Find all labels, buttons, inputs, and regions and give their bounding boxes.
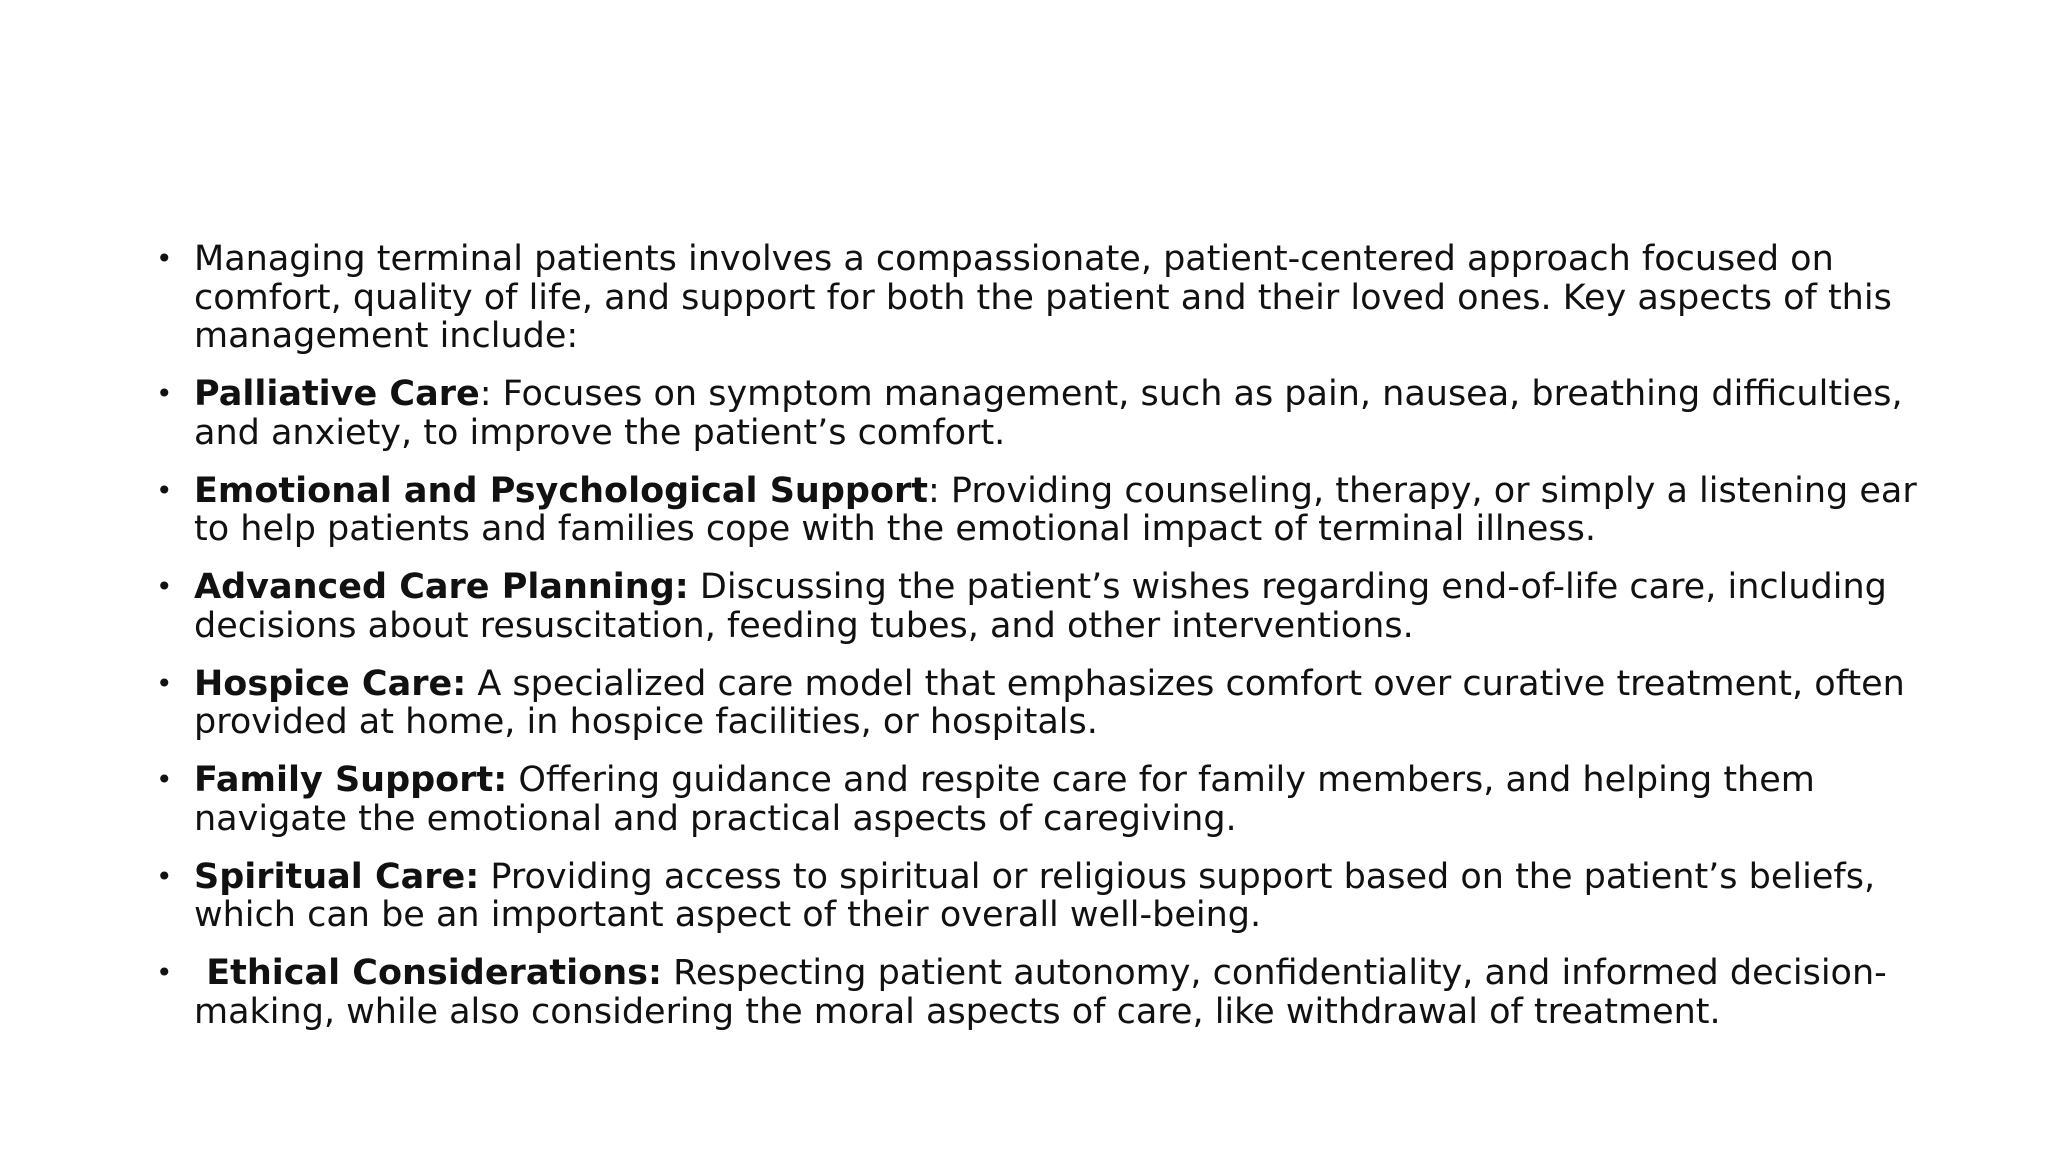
- bullet-text: : Focuses on symptom management, such as pain, nausea, breathing difficulties, and anxiety, to improve the patient’s comfort.: [194, 374, 1903, 453]
- bullet-item-family-support: [146, 761, 1926, 838]
- bullet-term: Emotional and Psychological Support: [194, 470, 928, 511]
- bullet-item-advanced-care-planning: [146, 568, 1926, 645]
- bullet-icon: •: [156, 242, 173, 275]
- bullet-list: [146, 240, 1926, 1051]
- bullet-term: Spiritual Care:: [194, 856, 480, 897]
- bullet-text: Managing terminal patients involves a compassionate, patient-centered approach focused on comfort, quality of life, and support for both the patient and their loved ones. Key aspects of this management include:: [194, 239, 1892, 356]
- bullet-term: Ethical Considerations:: [194, 953, 662, 993]
- bullet-item-spiritual-care: [146, 858, 1926, 935]
- bullet-icon: •: [156, 859, 173, 893]
- bullet-term: Family Support:: [194, 760, 508, 800]
- bullet-term: Palliative Care: [194, 374, 480, 414]
- bullet-text: Providing access to spiritual or religious support based on the patient’s beliefs, which can be an important aspect of their overall well-being.: [194, 856, 1876, 935]
- bullet-item-intro: [146, 240, 1926, 356]
- bullet-item-ethical-considerations: [146, 954, 1926, 1031]
- bullet-item-palliative-care: [146, 375, 1926, 452]
- bullet-term: Hospice Care:: [194, 663, 467, 704]
- bullet-text: Offering guidance and respite care for family members, and helping them navigate the emotional and practical aspects of caregiving.: [194, 760, 1815, 839]
- bullet-item-hospice-care: [146, 665, 1926, 742]
- bullet-item-emotional-support: [146, 472, 1926, 549]
- bullet-icon: •: [156, 763, 173, 796]
- bullet-term: Advanced Care Planning:: [194, 567, 689, 607]
- bullet-icon: •: [156, 473, 173, 507]
- bullet-icon: •: [156, 666, 173, 700]
- bullet-icon: •: [156, 377, 173, 410]
- bullet-text: : Providing counseling, therapy, or simply a listening ear to help patients and families cope with the emotional impact of terminal illness.: [194, 470, 1917, 549]
- bullet-icon: •: [156, 956, 173, 989]
- bullet-text: Respecting patient autonomy, confidentiality, and informed decision-making, while also considering the moral aspects of care, like withdrawal of treatment.: [194, 953, 1887, 1032]
- bullet-text: Discussing the patient’s wishes regarding end-of-life care, including decisions about resuscitation, feeding tubes, and other interventions.: [194, 567, 1887, 646]
- bullet-text: A specialized care model that emphasizes comfort over curative treatment, often provided at home, in hospice facilities, or hospitals.: [194, 663, 1905, 742]
- bullet-icon: •: [156, 570, 173, 603]
